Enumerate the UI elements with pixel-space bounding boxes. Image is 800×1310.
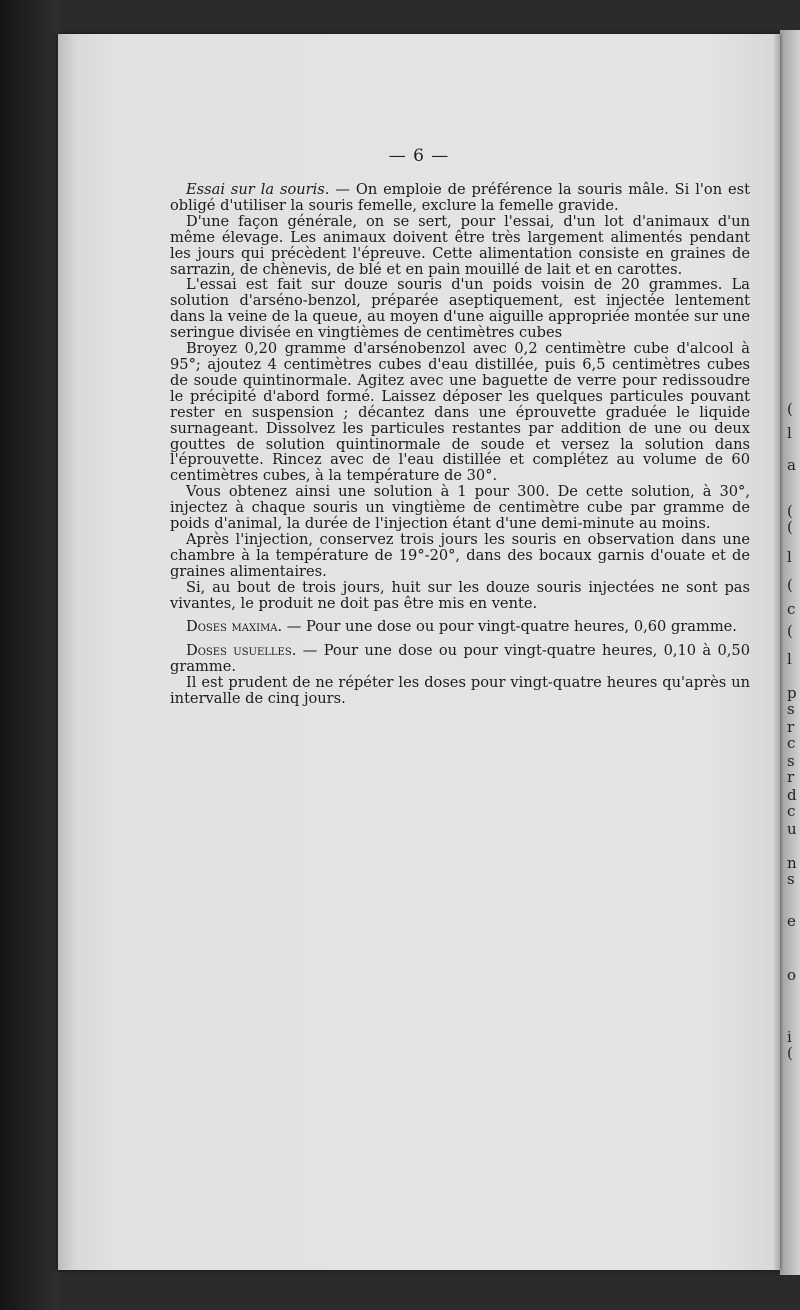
paragraph-text: — On emploie de préférence la souris mâle. Si l'on est obligé d'utiliser la souris femelle, exclure la femelle gravide.: [170, 181, 750, 214]
adjacent-page-letter: u: [787, 820, 797, 838]
adjacent-page-letter: (: [787, 502, 793, 520]
adjacent-page-letter: l: [787, 424, 792, 442]
doses-maxima-text: — Pour une dose ou pour vingt-quatre heures, 0,60 gramme.: [282, 618, 737, 636]
doses-usuelles-label: Doses usuelles.: [186, 642, 297, 660]
doses-usuelles: [170, 643, 750, 675]
adjacent-page-edge: [780, 30, 800, 1275]
doses-maxima-label: Doses maxima.: [186, 618, 283, 636]
paragraph: Vous obtenez ainsi une solution à 1 pour 300. De cette solution, à 30°, injectez à chaque souris un vingtième de centimètre cube par gramme de poids d'animal, la durée de l'injection étant d'une demi-minute au moins.: [170, 483, 750, 533]
adjacent-page-letter: c: [787, 802, 796, 820]
adjacent-page-letter: (: [787, 576, 793, 594]
page-edge: [774, 34, 780, 1270]
paragraph-lead: Essai sur la souris.: [186, 181, 330, 198]
adjacent-page-letter: d: [787, 786, 797, 804]
adjacent-page-letter: r: [787, 718, 795, 736]
adjacent-page-letter: c: [787, 734, 796, 752]
adjacent-page-letter: n: [787, 854, 797, 872]
page-number: — 6 —: [388, 146, 450, 166]
adjacent-page-letter: s: [787, 752, 795, 770]
document-page: [58, 34, 780, 1270]
paragraph: L'essai est fait sur douze souris d'un poids voisin de 20 grammes. La solution d'arséno-benzol, préparée aseptiquement, est injectée lentement dans la veine de la queue, au moyen d'une aiguille appropriée montée sur une seringue divisée en vingtièmes de centimètres cubes: [170, 276, 750, 342]
paragraph: D'une façon générale, on se sert, pour l'essai, d'un lot d'animaux d'un même élevage. Les animaux doivent être très largement alimentés pendant les jours qui précèdent l'épreuve. Cette alimentation consiste en graines de sarrazin, de chènevis, de blé et en pain mouillé de lait et en carottes.: [170, 212, 750, 278]
paragraph: Broyez 0,20 gramme d'arsénobenzol avec 0,2 centimètre cube d'alcool à 95°; ajoutez 4 centimètres cubes d'eau distillée, puis 6,5 centimètres cubes de soude quintinormale. Agitez avec une baguette de verre pour redissoudre le précipité d'abord formé. Laissez déposer les quelques particules pouvant rester en suspension ; décantez dans une éprouvette graduée le liquide surnageant. Dissolvez les particules restantes par addition de une ou deux gouttes de solution quintinormale de soude et versez la solution dans l'éprouvette. Rincez avec de l'eau distillée et complétez au volume de 60 centimètres cubes, à la température de 30°.: [170, 340, 750, 485]
doses-usuelles-text: — Pour une dose ou pour vingt-quatre heures, 0,10 à 0,50 gramme.: [170, 642, 751, 676]
paragraph: [170, 182, 750, 214]
doses-maxima: [170, 619, 750, 635]
adjacent-page-letter: r: [787, 768, 795, 786]
adjacent-page-letter: p: [787, 684, 797, 702]
paragraph: Après l'injection, conservez trois jours les souris en observation dans une chambre à la température de 19°-20°, dans des bocaux garnis d'ouate et de graines alimentaires.: [170, 530, 750, 580]
closing-paragraph: Il est prudent de ne répéter les doses pour vingt-quatre heures qu'après un intervalle de cinq jours.: [170, 674, 750, 708]
adjacent-page-letter: e: [787, 912, 796, 930]
page-body: [170, 182, 750, 707]
adjacent-page-letter: s: [787, 870, 795, 888]
adjacent-page-letter: (: [787, 622, 793, 640]
adjacent-page-letter: a: [787, 456, 796, 474]
adjacent-page-letter: i: [787, 1028, 792, 1046]
scan-background: [0, 0, 58, 1310]
adjacent-page-letter: s: [787, 700, 795, 718]
paragraph: Si, au bout de trois jours, huit sur les douze souris injectées ne sont pas vivantes, le produit ne doit pas être mis en vente.: [170, 578, 750, 612]
adjacent-page-letter: o: [787, 966, 797, 984]
adjacent-page-letters: [783, 30, 800, 1275]
adjacent-page-letter: (: [787, 1044, 793, 1062]
adjacent-page-letter: l: [787, 548, 792, 566]
adjacent-page-letter: c: [787, 600, 796, 618]
adjacent-page-letter: l: [787, 650, 792, 668]
adjacent-page-letter: (: [787, 518, 793, 536]
adjacent-page-letter: (: [787, 400, 793, 418]
